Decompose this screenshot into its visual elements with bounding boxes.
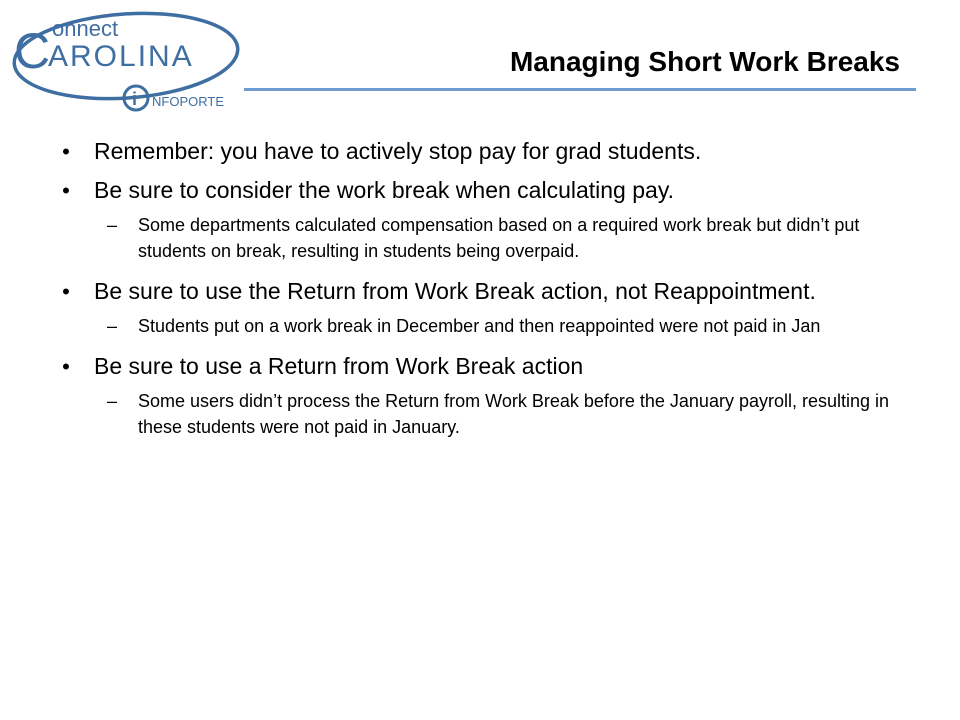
bullet-marker: • bbox=[62, 279, 70, 304]
connect-carolina-logo bbox=[8, 6, 248, 124]
bullet-list bbox=[56, 136, 912, 452]
page-title: Managing Short Work Breaks bbox=[509, 46, 900, 77]
bullet-marker: • bbox=[62, 178, 70, 203]
bullet-text: Be sure to consider the work break when calculating pay. bbox=[94, 177, 674, 203]
logo-carolina: AROLINA bbox=[48, 40, 194, 73]
bullet-item bbox=[56, 276, 912, 307]
bullet-text: Be sure to use a Return from Work Break action bbox=[94, 353, 584, 379]
logo-connect: onnect bbox=[52, 16, 119, 41]
sub-bullet-marker: – bbox=[106, 316, 117, 336]
bullet-item bbox=[56, 136, 912, 167]
bullet-text: Be sure to use the Return from Work Break action, not Reappointment. bbox=[94, 278, 816, 304]
bullet-marker: • bbox=[62, 139, 70, 164]
bullet-item bbox=[56, 351, 912, 382]
sub-bullet-marker: – bbox=[106, 391, 117, 411]
logo-graphic bbox=[8, 6, 248, 124]
sub-bullet-item bbox=[56, 313, 912, 339]
logo-infoporte: NFOPORTE bbox=[152, 94, 224, 109]
title-divider bbox=[244, 88, 916, 91]
sub-bullet-text: Students put on a work break in December and then reappointed were not paid in Jan bbox=[138, 316, 821, 336]
bullet-item bbox=[56, 175, 912, 206]
logo-big-c: C bbox=[14, 23, 51, 79]
sub-bullet-item bbox=[56, 212, 912, 264]
bullet-marker: • bbox=[62, 354, 70, 379]
logo-i: i bbox=[132, 89, 138, 109]
sub-bullet-text: Some departments calculated compensation based on a required work break but didn’t put students on break, resulting in students being overpaid. bbox=[138, 215, 860, 261]
bullet-text: Remember: you have to actively stop pay for grad students. bbox=[94, 138, 702, 164]
sub-bullet-item bbox=[56, 388, 912, 440]
sub-bullet-text: Some users didn’t process the Return from Work Break before the January payroll, resulting in these students were not paid in January. bbox=[138, 391, 890, 437]
sub-bullet-marker: – bbox=[106, 215, 117, 235]
